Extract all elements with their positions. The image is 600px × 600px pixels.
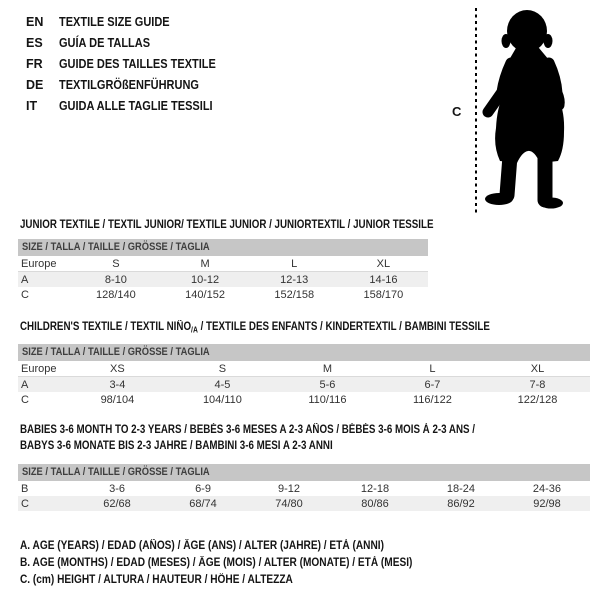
language-title: TEXTILE SIZE GUIDE [59, 14, 170, 29]
table-row [18, 392, 590, 407]
language-row [26, 53, 237, 74]
height-cell: 98/104 [100, 393, 135, 406]
table-row [18, 496, 590, 511]
height-cell: 116/122 [412, 393, 452, 406]
measurement-legend [20, 538, 466, 589]
age-cell: 18-24 [446, 482, 476, 495]
language-title: GUÍA DE TALLAS [59, 35, 151, 50]
height-cell: 80/86 [361, 497, 389, 510]
language-code: FR [26, 56, 43, 71]
age-cell: 3-4 [109, 378, 126, 391]
size-cell: M [160, 256, 249, 272]
height-cell: 62/68 [103, 497, 131, 510]
language-code: IT [26, 98, 38, 113]
language-title: GUIDE DES TAILLES TEXTILE [59, 56, 216, 71]
size-cell: L [380, 361, 485, 377]
legend-height: C. (cm) HEIGHT / ALTURA / HAUTEUR / HÖHE / ALTEZZA [20, 574, 293, 586]
row-label: A [21, 273, 29, 286]
babies-table-title: BABIES 3-6 MONTH TO 2-3 YEARS / BEBÉS 3-6 MESES A 2-3 AÑOS / BÉBÉS 3-6 MOIS À 2-3 ANS / BABYS 3-6 MONATE BIS 2-3 JAHRE / BAMBINI 3-6 MESI A 2-3 ANNI [20, 424, 476, 452]
size-cell: XL [485, 361, 590, 377]
age-cell: 4-5 [214, 378, 231, 391]
babies-size-table [18, 464, 590, 511]
language-row [26, 32, 237, 53]
language-title: GUIDA ALLE TAGLIE TESSILI [59, 98, 213, 113]
height-cell: 92/98 [533, 497, 561, 510]
junior-size-table [18, 239, 428, 302]
title-subscript: /A [191, 325, 198, 335]
size-cell: XS [65, 361, 170, 377]
size-header-bar: SIZE / TALLA / TAILLE / GRÖSSE / TAGLIA [18, 464, 590, 481]
junior-table-title: JUNIOR TEXTILE / TEXTIL JUNIOR/ TEXTILE JUNIOR / JUNIORTEXTIL / JUNIOR TESSILE [20, 219, 434, 231]
height-cell: 140/152 [185, 288, 225, 301]
age-cell: 3-6 [109, 482, 125, 495]
height-cell: 74/80 [275, 497, 303, 510]
legend-age-months: B. AGE (MONTHS) / EDAD (MESES) / ÂGE (MOIS) / ALTER (MONATE) / ETÀ (MESI) [20, 557, 413, 569]
table-row [18, 287, 428, 302]
table-row [18, 481, 590, 496]
height-cell: 158/170 [363, 288, 404, 301]
age-cell: 9-12 [277, 482, 301, 495]
language-row [26, 11, 237, 32]
language-code: EN [26, 14, 44, 29]
table-row [18, 272, 428, 288]
size-cell: S [71, 256, 160, 272]
row-label: C [21, 497, 29, 510]
language-list [26, 11, 237, 116]
row-label: B [21, 482, 29, 495]
language-row [26, 95, 237, 116]
language-row [26, 74, 237, 95]
language-title: TEXTILGRÖßENFÜHRUNG [59, 77, 199, 92]
age-cell: 8-10 [104, 273, 127, 286]
size-cell: S [170, 361, 275, 377]
row-label: A [21, 378, 29, 391]
row-label: C [21, 288, 29, 301]
age-cell: 10-12 [190, 273, 220, 286]
height-cell: 110/116 [308, 393, 347, 406]
height-cell: 86/92 [447, 497, 475, 510]
height-measure-label: C [452, 104, 462, 119]
row-label: Europe [18, 256, 71, 272]
age-cell: 12-13 [280, 273, 309, 286]
age-cell: 14-16 [369, 273, 398, 286]
age-cell: 5-6 [319, 378, 336, 391]
children-table-title: CHILDREN'S TEXTILE / TEXTIL $NIÑO_{/A}$ / TEXTILE DES ENFANTS / KINDERTEXTIL / BAMBINI TESSILE [20, 321, 490, 335]
age-cell: 6-9 [195, 482, 211, 495]
height-cell: 68/74 [189, 497, 217, 510]
height-cell: 128/140 [96, 288, 136, 301]
baby-silhouette-icon [480, 0, 600, 220]
age-cell: 24-36 [532, 482, 562, 495]
height-dotted-line [475, 8, 477, 213]
age-cell: 12-18 [360, 482, 390, 495]
table-row [18, 361, 590, 377]
language-code: ES [26, 35, 43, 50]
size-cell: L [250, 256, 339, 272]
height-cell: 122/128 [517, 393, 558, 406]
table-row [18, 256, 428, 272]
row-label: C [21, 393, 29, 406]
language-code: DE [26, 77, 44, 92]
size-cell: M [275, 361, 380, 377]
age-cell: 7-8 [529, 378, 546, 391]
size-header-bar: SIZE / TALLA / TAILLE / GRÖSSE / TAGLIA [18, 239, 428, 256]
age-cell: 6-7 [424, 378, 441, 391]
row-label: Europe [18, 361, 65, 377]
size-cell: XL [339, 256, 428, 272]
legend-age-years: A. AGE (YEARS) / EDAD (AÑOS) / ÂGE (ANS) / ALTER (JAHRE) / ETÀ (ANNI) [20, 540, 384, 552]
children-size-table [18, 344, 590, 407]
height-cell: 152/158 [274, 288, 315, 301]
table-row [18, 377, 590, 393]
height-cell: 104/110 [202, 393, 242, 406]
size-header-bar: SIZE / TALLA / TAILLE / GRÖSSE / TAGLIA [18, 344, 590, 361]
